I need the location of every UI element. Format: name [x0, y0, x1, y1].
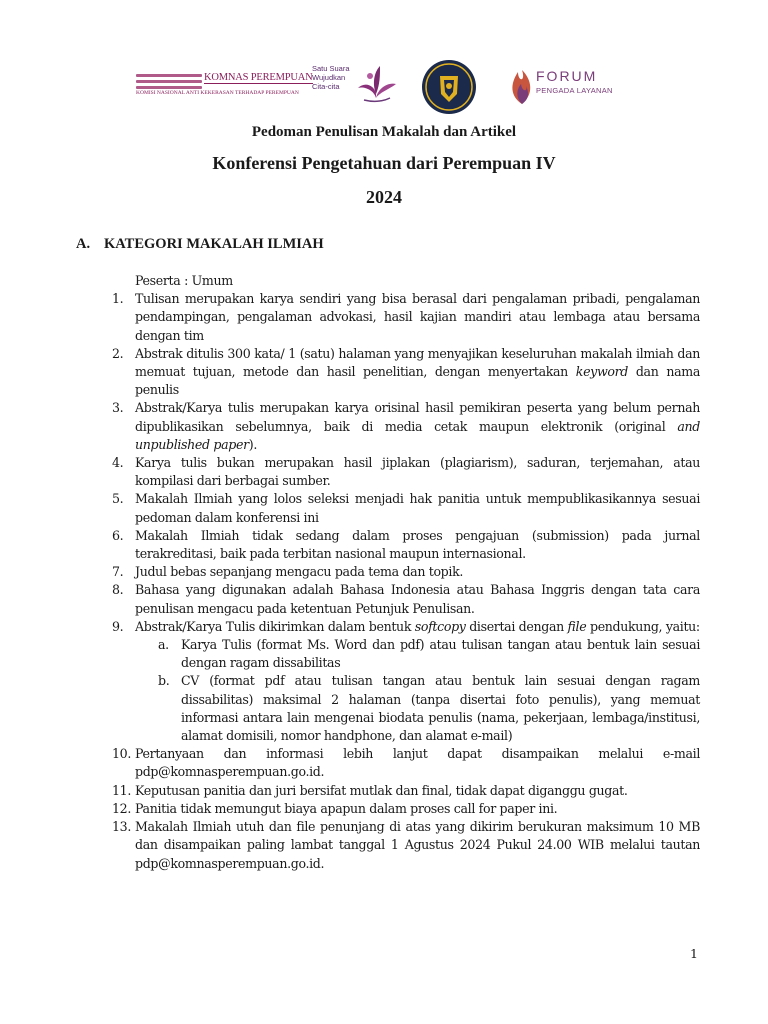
list-item-text: Panitia tidak memungut biaya apapun dalam proses call for paper ini.	[135, 800, 558, 816]
requirements-list	[112, 290, 700, 873]
section-letter: A.	[76, 236, 91, 252]
forum-title: FORUM	[536, 68, 598, 84]
satu-suara-logo	[312, 64, 396, 108]
list-item	[112, 745, 700, 781]
list-item-number: 1.	[112, 291, 124, 307]
sub-list-item	[135, 672, 700, 745]
list-item-text: Keputusan panitia dan juri bersifat mutlak dan final, tidak dapat diganggu gugat.	[135, 782, 628, 798]
list-item-text: Judul bebas sepanjang mengacu pada tema dan topik.	[135, 564, 464, 580]
sub-list	[135, 636, 700, 745]
list-item-text: keyword	[575, 364, 628, 380]
orchid-icon	[354, 64, 398, 104]
list-item-number: 9.	[112, 618, 124, 634]
list-item	[112, 399, 700, 454]
list-item	[112, 563, 700, 581]
list-item-text: Tulisan merupakan karya sendiri yang bisa berasal dari pengalaman pribadi, pengalaman pendampingan, pengalaman advokasi, hasil kajian mandiri atau lembaga atau bersama dengan tim	[135, 291, 700, 343]
list-item-number: 6.	[112, 527, 124, 543]
list-item-number: 13.	[112, 819, 131, 835]
list-item	[112, 490, 700, 526]
list-item-number: 4.	[112, 455, 124, 471]
seal-emblem-icon	[420, 58, 478, 116]
list-item-number: 11.	[112, 782, 131, 798]
list-item-number: 12.	[112, 800, 131, 816]
list-item-number: 8.	[112, 582, 124, 598]
document-title: Konferensi Pengetahuan dari Perempuan IV	[212, 153, 556, 173]
forum-flame-icon	[508, 66, 536, 106]
list-item-text: Karya tulis bukan merupakan hasil jiplakan (plagiarism), saduran, terjemahan, atau kompilasi dari berbagai sumber.	[135, 455, 700, 489]
list-item	[112, 800, 700, 818]
list-item-text: disertai dengan	[465, 618, 568, 634]
forum-subtitle: PENGADA LAYANAN	[536, 86, 613, 95]
logo-strip	[130, 58, 630, 118]
list-item-number: 7.	[112, 564, 124, 580]
list-item-text: Pertanyaan dan informasi lebih lanjut dapat disampaikan melalui e-mail pdp@komnasperempuan.go.id.	[135, 746, 700, 780]
list-item	[112, 454, 700, 490]
section-title: KATEGORI MAKALAH ILMIAH	[104, 236, 324, 252]
list-item-text: Makalah Ilmiah yang lolos seleksi menjadi hak panitia untuk mempublikasikannya sesuai pedoman dalam konferensi ini	[135, 491, 700, 525]
list-item-text: Makalah Ilmiah utuh dan file penunjang di atas yang dikirim berukuran maksimum 10 MB dan disampaikan paling lambat tanggal 1 Agustus 2024 Pukul 24.00 WIB melalui tautan pdp@komnasperempuan.go.id.	[135, 819, 700, 871]
komnas-logo-subtext: KOMISI NASIONAL ANTI KEKERASAN TERHADAP PEREMPUAN	[136, 90, 299, 96]
forum-pengada-layanan-logo	[508, 66, 618, 110]
list-item-text: dan nama penulis	[135, 364, 700, 398]
komnas-logo-text: KOMNAS PEREMPUAN	[204, 72, 313, 83]
list-item-text: Makalah Ilmiah tidak sedang dalam proses pengajuan (submission) pada jurnal terakreditasi, baik pada terbitan nasional maupun internasional.	[135, 527, 700, 562]
list-item-text: ).	[248, 436, 257, 452]
list-item-number: 5.	[112, 491, 124, 507]
list-item	[112, 345, 700, 400]
document-body	[112, 272, 700, 873]
list-item	[112, 782, 700, 800]
list-item-text: Abstrak/Karya Tulis dikirimkan dalam bentuk	[135, 618, 415, 634]
participant-line: Peserta : Umum	[135, 273, 233, 288]
document-year: 2024	[366, 187, 402, 207]
sub-list-item-text: Karya Tulis (format Ms. Word dan pdf) atau tulisan tangan atau bentuk lain sesuai dengan ragam dissabilitas	[181, 637, 700, 671]
sub-list-item-text: CV (format pdf atau tulisan tangan atau bentuk lain sesuai dengan ragam dissabilitas) maksimal 2 halaman (tanpa disertai foto penulis), yang memuat informasi antara lain mengenai biodata penulis (nama, pekerjaan, lembaga/institusi, alamat domisili, nomor handphone, dan alamat e-mail)	[181, 673, 700, 744]
list-item-number: 2.	[112, 345, 124, 361]
list-item	[112, 290, 700, 345]
list-item-number: 10.	[112, 746, 131, 762]
list-item	[112, 618, 700, 745]
list-item	[112, 527, 700, 563]
list-item-text: Bahasa yang digunakan adalah Bahasa Indonesia atau Bahasa Inggris dengan tata cara penulisan mengacu pada ketentuan Petunjuk Penulisan.	[135, 582, 700, 616]
list-item-text: and unpublished paper	[135, 418, 700, 452]
list-item-text: Abstrak/Karya tulis merupakan karya orisinal hasil pemikiran peserta yang belum pernah dipublikasikan sebelumnya, baik di media cetak maupun elektronik (original	[135, 400, 700, 434]
komnas-perempuan-logo	[136, 72, 313, 100]
page-number: 1	[690, 946, 698, 961]
sub-list-item	[135, 636, 700, 672]
list-item-number: 3.	[112, 400, 124, 416]
list-item	[112, 818, 700, 873]
sub-list-item-letter: a.	[158, 637, 169, 653]
list-item-text: softcopy	[414, 618, 466, 634]
list-item-text: Abstrak ditulis 300 kata/ 1 (satu) halaman yang menyajikan keseluruhan makalah ilmiah dan memuat tujuan, metode dan hasil penelitian, dengan menyertakan	[135, 345, 700, 380]
satu-suara-text: Satu Suara Wujudkan Cita-cita	[312, 64, 350, 91]
sub-list-item-letter: b.	[158, 673, 170, 689]
list-item	[112, 581, 700, 617]
document-subtitle: Pedoman Penulisan Makalah dan Artikel	[251, 124, 517, 140]
section-heading	[76, 236, 324, 253]
university-seal-logo	[420, 58, 478, 116]
list-item-text: file	[567, 618, 587, 634]
list-item-text: pendukung, yaitu:	[586, 618, 700, 634]
